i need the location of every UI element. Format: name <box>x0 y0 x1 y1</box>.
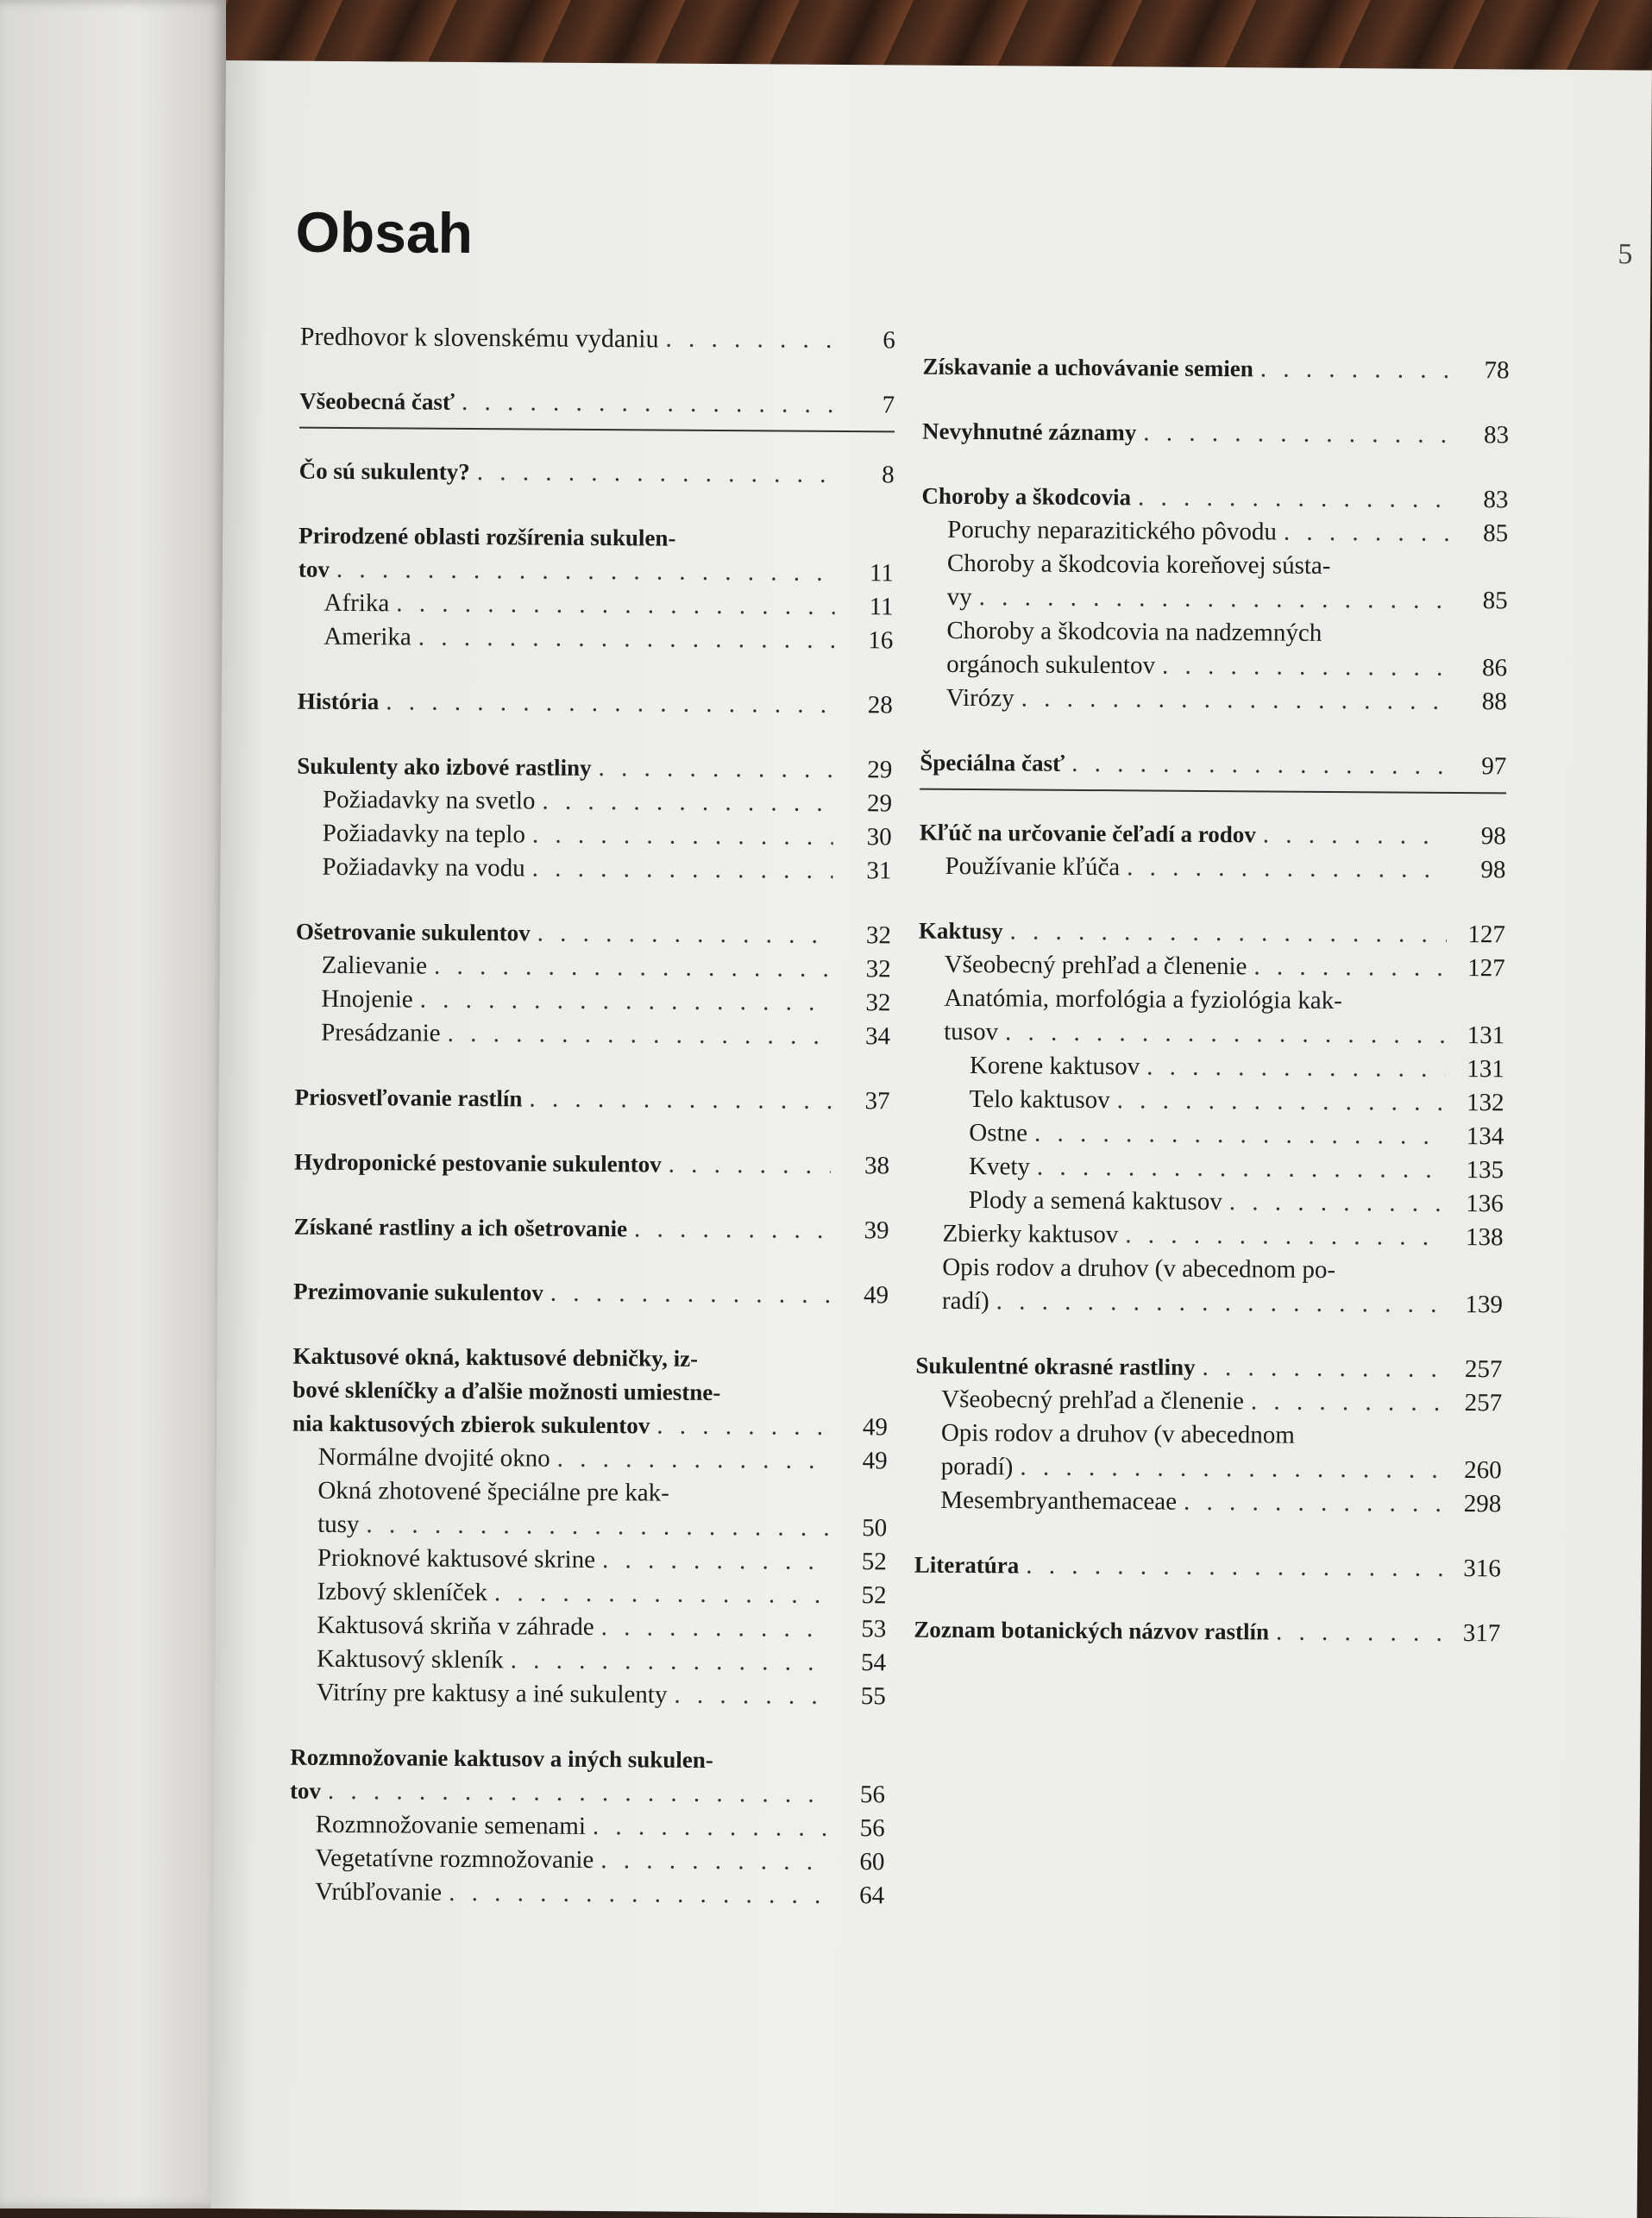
toc-entry <box>920 682 1507 719</box>
toc-entry <box>298 685 893 723</box>
toc-entry-label: Čo sú sukulenty? <box>298 457 470 485</box>
toc-entry <box>914 1613 1500 1651</box>
dot-leader <box>1127 851 1448 887</box>
toc-entry-page: 317 <box>1462 1619 1501 1648</box>
toc-entry-page: 52 <box>861 1548 887 1576</box>
toc-entry <box>917 1150 1504 1188</box>
toc-entry <box>291 1575 886 1613</box>
toc-entry-label: nia kaktusových zbierok sukulentov <box>292 1410 650 1439</box>
toc-entry-page: 11 <box>869 593 894 621</box>
toc-entry <box>291 1643 886 1681</box>
toc-entry <box>297 750 892 788</box>
dot-leader <box>1284 516 1450 550</box>
toc-entry <box>297 817 892 855</box>
dot-leader <box>494 1576 828 1612</box>
toc-entry <box>296 915 891 953</box>
toc-entry <box>914 1549 1501 1587</box>
toc-entry-label: Hnojenie <box>321 984 413 1014</box>
toc-entry-label: Nevyhnutné záznamy <box>921 418 1137 446</box>
toc-entry <box>292 1441 888 1479</box>
toc-entry-line: Opis rodov a druhov (v abecednom <box>940 1418 1295 1449</box>
toc-entry-page: 127 <box>1467 954 1505 983</box>
toc-entry-label: Vegetatívne rozmnožovanie <box>315 1844 594 1875</box>
toc-entry-page: 32 <box>865 921 892 950</box>
toc-entry-label: Mesembryanthemaceae <box>940 1486 1178 1516</box>
dot-leader <box>550 1277 831 1312</box>
dot-leader <box>328 1775 826 1812</box>
toc-entry-label: tusov <box>944 1017 999 1046</box>
toc-entry <box>300 320 895 358</box>
toc-entry-page: 29 <box>867 756 893 784</box>
toc-entry-page: 78 <box>1484 356 1510 385</box>
dot-leader <box>665 323 836 357</box>
toc-entry <box>299 385 895 423</box>
toc-entry-label: Afrika <box>323 588 390 618</box>
toc-entry <box>921 480 1508 518</box>
toc-entry-label: Kaktusový skleník <box>316 1644 504 1674</box>
book-page <box>211 60 1652 2218</box>
dot-leader <box>1020 1450 1443 1486</box>
toc-entry <box>919 948 1505 986</box>
toc-entry-page: 7 <box>882 391 895 419</box>
dot-leader <box>477 456 836 492</box>
toc-entry-page: 83 <box>1483 486 1509 514</box>
toc-entry <box>293 1275 889 1313</box>
toc-entry-page: 88 <box>1481 688 1507 716</box>
dot-leader <box>634 1212 831 1247</box>
toc-entry-line: Rozmnožovanie kaktusov a iných sukulen- <box>290 1744 713 1773</box>
toc-entry-page: 37 <box>864 1087 890 1115</box>
dot-leader <box>1276 1616 1442 1650</box>
toc-entry-label: Izbový skleníček <box>317 1577 488 1607</box>
dot-leader <box>462 386 836 422</box>
dot-leader <box>532 819 833 854</box>
toc-entry-label: Všeobecný prehľad a členenie <box>944 950 1247 981</box>
toc-entry <box>289 1876 884 1913</box>
toc-entry-label: poradí) <box>940 1452 1014 1481</box>
dot-leader <box>1037 1151 1445 1187</box>
toc-entry-label: Poruchy neparazitického pôvodu <box>947 515 1278 546</box>
toc-entry-page: 260 <box>1464 1456 1502 1485</box>
toc-left-column <box>289 320 895 1913</box>
dot-leader <box>557 1442 829 1478</box>
toc-entry-page: 85 <box>1483 519 1509 548</box>
toc-entry <box>292 1407 888 1445</box>
toc-entry-page: 49 <box>863 1281 889 1310</box>
toc-entry-line: Prirodzené oblasti rozšírenia sukulen- <box>298 522 676 551</box>
toc-entry-label: Požiadavky na svetlo <box>322 785 536 815</box>
toc-entry-page: 53 <box>861 1615 887 1643</box>
toc-entry-label: Požiadavky na vodu <box>322 852 525 883</box>
dot-leader <box>1117 1084 1446 1120</box>
dot-leader <box>600 1611 827 1646</box>
toc-entry <box>295 1016 890 1054</box>
toc-entry-page: 98 <box>1480 856 1506 884</box>
toc-entry <box>290 1775 885 1813</box>
toc-entry-label: Ostne <box>969 1119 1028 1147</box>
dot-leader <box>598 751 833 787</box>
toc-entry-page: 134 <box>1466 1122 1504 1151</box>
dot-leader <box>1251 1385 1444 1420</box>
toc-entry <box>293 1210 889 1248</box>
toc-entry-page: 64 <box>859 1882 885 1910</box>
toc-entry-label: Sukulentné okrasné rastliny <box>915 1352 1196 1380</box>
toc-entry-page: 56 <box>859 1781 886 1809</box>
toc-entry-label: Telo kaktusov <box>969 1085 1110 1115</box>
toc-entry-page: 316 <box>1463 1555 1501 1583</box>
dot-leader <box>669 1148 832 1183</box>
toc-entry-page: 138 <box>1465 1223 1504 1252</box>
dot-leader <box>1071 747 1448 783</box>
toc-entry <box>922 415 1509 453</box>
toc-entry <box>915 1383 1502 1421</box>
toc-entry-page: 60 <box>859 1848 885 1876</box>
toc-entry <box>920 648 1507 686</box>
toc-entry-label: orgánoch sukulentov <box>946 650 1156 680</box>
toc-entry <box>915 1349 1502 1387</box>
toc-entry-line: Kaktusové okná, kaktusové debničky, iz- <box>292 1342 699 1372</box>
toc-entry-page: 86 <box>1482 654 1508 682</box>
toc-entry-label: Presádzanie <box>321 1018 441 1047</box>
toc-entry-page: 52 <box>861 1581 887 1610</box>
dot-leader <box>1260 352 1451 387</box>
toc-entry-line: Choroby a škodcovia koreňovej sústa- <box>946 549 1331 580</box>
toc-entry-label: Ošetrovanie sukulentov <box>295 918 531 946</box>
toc-entry <box>292 1542 887 1580</box>
toc-entry-label: Amerika <box>323 622 411 651</box>
dot-leader <box>532 851 833 887</box>
toc-entry-label: tusy <box>317 1510 360 1539</box>
toc-entry-page: 55 <box>860 1682 886 1711</box>
toc-entry-page: 49 <box>862 1413 889 1442</box>
toc-entry-label: Kvety <box>968 1153 1031 1181</box>
toc-entry-label: Priosvetľovanie rastlín <box>294 1084 523 1112</box>
toc-entry <box>917 1083 1504 1121</box>
toc-entry-label: Všeobecný prehľad a členenie <box>941 1385 1245 1416</box>
dot-leader <box>529 1082 831 1117</box>
toc-entry-line: bové skleníčky a ďalšie možnosti umiestne- <box>292 1376 721 1406</box>
dot-leader <box>600 1844 826 1879</box>
toc-entry <box>922 350 1509 388</box>
dot-leader <box>996 1285 1445 1322</box>
page-number: 5 <box>1617 238 1633 271</box>
toc-entry-page: 131 <box>1467 1055 1504 1084</box>
toc-entry-page: 257 <box>1464 1355 1503 1384</box>
dot-leader <box>1026 1549 1442 1586</box>
toc-entry-page: 29 <box>866 789 893 818</box>
toc-entry-label: Literatúra <box>914 1551 1020 1579</box>
toc-entry-label: tov <box>289 1777 322 1804</box>
toc-entry-page: 11 <box>869 559 894 587</box>
dot-leader <box>1263 818 1448 852</box>
toc-entry <box>921 513 1508 551</box>
toc-entry <box>296 949 891 987</box>
toc-entry-label: Kaktusy <box>918 917 1003 945</box>
toc-entry-page: 83 <box>1483 421 1510 449</box>
toc-entry <box>299 455 895 493</box>
toc-entry <box>292 1508 887 1546</box>
toc-entry-label: Normálne dvojité okno <box>317 1442 550 1473</box>
toc-entry-page: 139 <box>1465 1291 1504 1319</box>
dot-leader <box>1125 1218 1444 1254</box>
toc-entry-page: 135 <box>1466 1156 1504 1184</box>
toc-entry-page: 127 <box>1467 921 1506 949</box>
toc-entry-page: 16 <box>868 626 894 655</box>
toc-entry-page: 6 <box>883 326 895 355</box>
toc-entry-label: Zalievanie <box>321 951 428 980</box>
toc-entry-page: 98 <box>1480 822 1506 851</box>
toc-entry-label: tov <box>298 556 330 582</box>
toc-entry-label: Vrúbľovanie <box>315 1877 443 1907</box>
dot-leader <box>1253 950 1447 985</box>
toc-entry <box>294 1081 889 1119</box>
toc-entry-page: 136 <box>1466 1190 1504 1218</box>
toc-entry-page: 131 <box>1467 1021 1505 1050</box>
toc-entry-label: Kľúč na určovanie čeľadí a rodov <box>919 819 1256 848</box>
toc-entry <box>914 1484 1501 1522</box>
toc-entry-page: 132 <box>1466 1089 1504 1117</box>
toc-entry <box>291 1676 886 1714</box>
toc-entry-line: Anatómia, morfológia a fyziológia kak- <box>944 983 1342 1015</box>
toc-entry <box>298 553 894 591</box>
toc-entry-label: Sukulenty ako izbové rastliny <box>297 752 592 781</box>
dot-leader <box>1143 416 1450 451</box>
toc-entry-page: 32 <box>865 989 891 1017</box>
dot-leader <box>1184 1486 1443 1521</box>
toc-entry-page: 34 <box>865 1022 891 1051</box>
toc-entry <box>291 1609 886 1647</box>
toc-entry-label: radí) <box>941 1286 989 1316</box>
toc-entry-page: 49 <box>862 1447 888 1475</box>
dot-leader <box>542 785 833 820</box>
dot-leader <box>366 1508 828 1545</box>
toc-entry-line: Choroby a škodcovia na nadzemných <box>946 616 1322 647</box>
toc-entry <box>918 1015 1504 1053</box>
toc-entry-label: Predhovor k slovenskému vydaniu <box>299 322 659 354</box>
dot-leader <box>1202 1351 1443 1386</box>
section-divider <box>299 427 895 433</box>
dot-leader <box>1138 481 1450 517</box>
toc-entry-page: 85 <box>1482 587 1508 615</box>
dot-leader <box>1005 1015 1446 1052</box>
toc-entry-page: 298 <box>1463 1490 1502 1518</box>
toc-entry-page: 38 <box>864 1152 890 1180</box>
toc-entry-label: Zoznam botanických názvov rastlín <box>914 1616 1270 1645</box>
toc-right-column <box>914 350 1509 1651</box>
toc-entry-page: 56 <box>859 1814 885 1843</box>
toc-entry-line: Okná zhotovené špeciálne pre kak- <box>317 1476 669 1507</box>
dot-leader <box>449 1876 826 1913</box>
toc-entry-label: Všeobecná časť <box>299 387 455 415</box>
toc-entry-page: 32 <box>865 955 891 983</box>
dot-leader <box>511 1643 828 1680</box>
toc-entry <box>916 1285 1503 1323</box>
toc-entry-label: Virózy <box>945 683 1014 713</box>
toc-entry-label: Hydroponické pestovanie sukulentov <box>293 1148 662 1178</box>
dot-leader <box>434 950 832 986</box>
toc-entry <box>917 1184 1504 1222</box>
dot-leader <box>602 1543 828 1579</box>
dot-leader <box>593 1810 826 1845</box>
toc-entry <box>295 983 890 1021</box>
toc-entry-page: 28 <box>867 691 893 719</box>
toc-entry-label: vy <box>946 582 972 612</box>
toc-entry <box>298 620 893 658</box>
toc-entry-label: Zbierky kaktusov <box>942 1219 1119 1249</box>
toc-entry-label: Požiadavky na teplo <box>322 819 526 849</box>
toc-entry-page: 50 <box>862 1514 888 1543</box>
dot-leader <box>979 581 1449 618</box>
toc-entry <box>294 1146 889 1184</box>
dot-leader <box>1146 1050 1446 1085</box>
toc-entry <box>296 851 891 889</box>
dot-leader <box>1034 1117 1446 1153</box>
toc-entry-label: Vitríny pre kaktusy a iné sukulenty <box>316 1678 668 1709</box>
toc-entry <box>290 1808 885 1846</box>
dot-leader <box>1229 1185 1445 1221</box>
toc-entry-page: 39 <box>864 1216 889 1245</box>
dot-leader <box>656 1410 829 1444</box>
dot-leader <box>386 685 834 722</box>
toc-entry-label: Používanie kľúča <box>945 851 1121 882</box>
dot-leader <box>537 917 832 952</box>
dot-leader <box>1162 650 1448 685</box>
dot-leader <box>336 553 835 590</box>
toc-entry-page: 30 <box>866 823 892 851</box>
toc-entry-page: 31 <box>866 857 892 885</box>
toc-entry-page: 8 <box>882 461 895 489</box>
toc-entry <box>921 581 1508 619</box>
toc-entry <box>918 1049 1504 1087</box>
toc-entry-label: Získané rastliny a ich ošetrovanie <box>293 1213 628 1242</box>
toc-entry <box>920 746 1506 784</box>
toc-entry-page: 54 <box>860 1649 887 1677</box>
toc-entry-label: Prioknové kaktusové skrine <box>317 1543 596 1574</box>
dot-leader <box>447 1017 832 1053</box>
toc-entry <box>289 1842 884 1880</box>
toc-entry-label: Plody a semená kaktusov <box>968 1186 1222 1216</box>
toc-entry <box>297 783 892 821</box>
toc-entry <box>915 1450 1502 1488</box>
toc-entry-label: Korene kaktusov <box>969 1052 1140 1081</box>
toc-entry-label: Kaktusová skriňa v záhrade <box>317 1611 594 1642</box>
toc-entry-label: Prezimovanie sukulentov <box>292 1278 543 1306</box>
dot-leader <box>418 621 835 657</box>
toc-entry-label: Špeciálna časť <box>920 749 1065 776</box>
toc-entry-label: Získavanie a uchovávanie semien <box>922 353 1253 382</box>
toc-entry <box>916 1217 1503 1255</box>
toc-entry-label: Rozmnožovanie semenami <box>315 1810 587 1840</box>
toc-entry <box>298 587 893 625</box>
toc-entry-label: História <box>297 688 380 715</box>
dot-leader <box>396 587 835 624</box>
dot-leader <box>1021 682 1448 718</box>
previous-page-edge <box>0 0 226 2209</box>
dot-leader <box>674 1679 827 1713</box>
section-divider <box>920 789 1506 795</box>
toc-entry-label: Choroby a škodcovia <box>921 482 1132 511</box>
page-title: Obsah <box>295 199 474 266</box>
dot-leader <box>420 983 832 1020</box>
toc-entry-page: 97 <box>1481 752 1507 781</box>
toc-entry-page: 257 <box>1464 1389 1503 1417</box>
toc-entry-line: Opis rodov a druhov (v abecednom po- <box>942 1253 1336 1285</box>
dot-leader <box>1009 914 1447 952</box>
toc-entry <box>920 816 1506 854</box>
toc-entry <box>919 914 1505 952</box>
toc-entry <box>919 850 1505 888</box>
toc-entry <box>917 1116 1504 1154</box>
